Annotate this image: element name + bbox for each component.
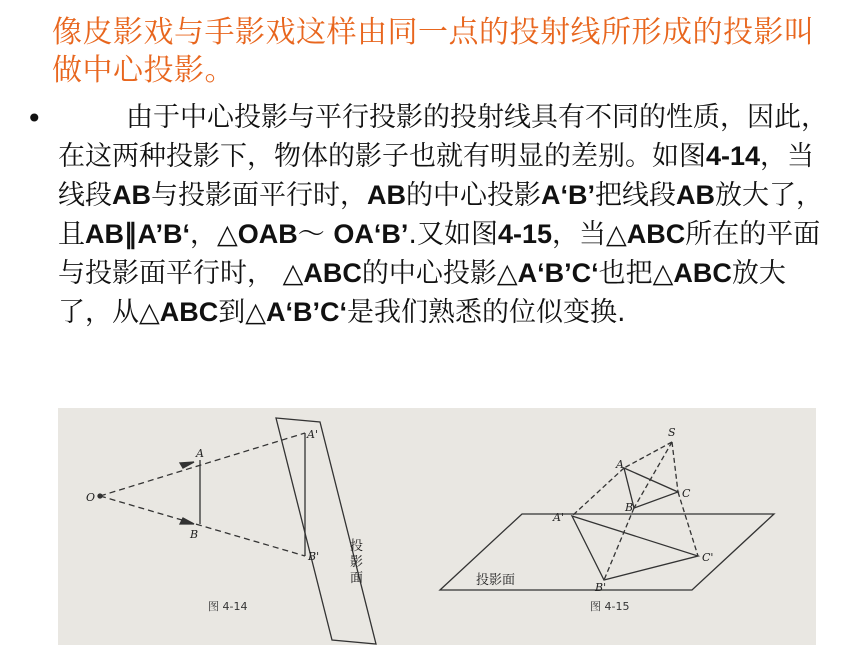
bold-term: AB xyxy=(367,180,406,210)
caption-4-15: 图 4-15 xyxy=(590,600,630,613)
projection-plane-1 xyxy=(276,418,376,644)
arrow-b xyxy=(180,518,194,524)
ray-a-ext xyxy=(572,468,624,516)
label-b-prime: B' xyxy=(308,550,320,563)
label-b-prime2: B' xyxy=(595,581,607,594)
bold-term: OAB xyxy=(237,219,298,249)
label-s: S xyxy=(668,426,676,439)
bold-term: ABC xyxy=(626,219,686,249)
bullet: • xyxy=(26,102,43,135)
plane-label-char-2: 影 xyxy=(350,555,364,570)
plane-label-2: 投影面 xyxy=(476,573,516,588)
bold-term: ABC xyxy=(303,258,362,288)
bold-term: ABC xyxy=(673,258,732,288)
text-run: ～ xyxy=(297,219,334,250)
label-a-prime2: A' xyxy=(553,511,564,524)
bold-term: OA‘B’ xyxy=(333,219,409,249)
text-run: 把线段 xyxy=(595,180,676,211)
caption-4-14: 图 4-14 xyxy=(208,600,248,613)
label-a: A xyxy=(196,447,204,460)
text-run: ，当△ xyxy=(552,219,627,250)
bold-term: AB xyxy=(676,180,715,210)
text-run: 放大了，从△ xyxy=(58,258,786,328)
plane-label-char-1: 投 xyxy=(350,539,364,554)
arrow-a xyxy=(180,462,194,468)
bold-term: 4-15 xyxy=(497,219,553,249)
point-o xyxy=(98,494,102,498)
ray-oa xyxy=(100,433,305,496)
label-a2: A xyxy=(616,458,624,471)
ray-ob xyxy=(100,496,305,556)
label-a-prime: A' xyxy=(307,428,318,441)
figure-area xyxy=(58,408,816,645)
figure-svg xyxy=(58,408,816,645)
bold-term: ABC xyxy=(159,297,219,327)
bold-term: A‘B’C‘ xyxy=(517,258,599,288)
triangle-a-b-c-prime xyxy=(572,516,698,580)
text-run: 由于中心投影与平行投影的投射线具有不同的性质，因此，在这两种投影下，物体的影子也就有明显的差别。如图 xyxy=(58,102,828,172)
text-run: 放大了，且 xyxy=(58,180,823,250)
label-b2: B xyxy=(625,501,634,514)
label-o: O xyxy=(86,491,96,504)
text-run: 到△ xyxy=(218,297,267,328)
text-run: ，当线段 xyxy=(58,141,815,211)
ray-sc xyxy=(672,442,678,492)
heading: 像皮影戏与手影戏这样由同一点的投射线所形成的投影叫做中心投影。 xyxy=(52,15,815,88)
label-c-prime2: C' xyxy=(702,551,714,564)
plane-label-char-3: 面 xyxy=(350,571,364,586)
label-b: B xyxy=(190,528,199,541)
body-paragraph xyxy=(58,99,838,332)
text-run: 的中心投影△ xyxy=(361,258,518,289)
bold-term: 4-14 xyxy=(706,141,761,171)
figure-4-15 xyxy=(440,442,774,590)
text-run: 是我们熟悉的位似变换. xyxy=(347,297,626,328)
text-run: ，△ xyxy=(190,219,238,250)
bold-term: AB∥A’B‘ xyxy=(85,219,191,249)
text-run: 也把△ xyxy=(598,258,674,289)
text-run: 的中心投影 xyxy=(406,180,541,211)
ray-b-ext xyxy=(604,508,634,580)
bold-term: A‘B’C‘ xyxy=(266,297,348,327)
ray-sa xyxy=(624,442,672,468)
plane-label-1 xyxy=(350,538,363,586)
text-run: 与投影面平行时， xyxy=(151,180,367,211)
text-run: .又如图 xyxy=(408,219,498,250)
bold-term: A‘B’ xyxy=(541,180,595,210)
label-c2: C xyxy=(682,487,691,500)
ray-c-ext xyxy=(678,492,698,556)
text-run: 所在的平面与投影面平行时， △ xyxy=(58,219,821,289)
bold-term: AB xyxy=(112,180,151,210)
